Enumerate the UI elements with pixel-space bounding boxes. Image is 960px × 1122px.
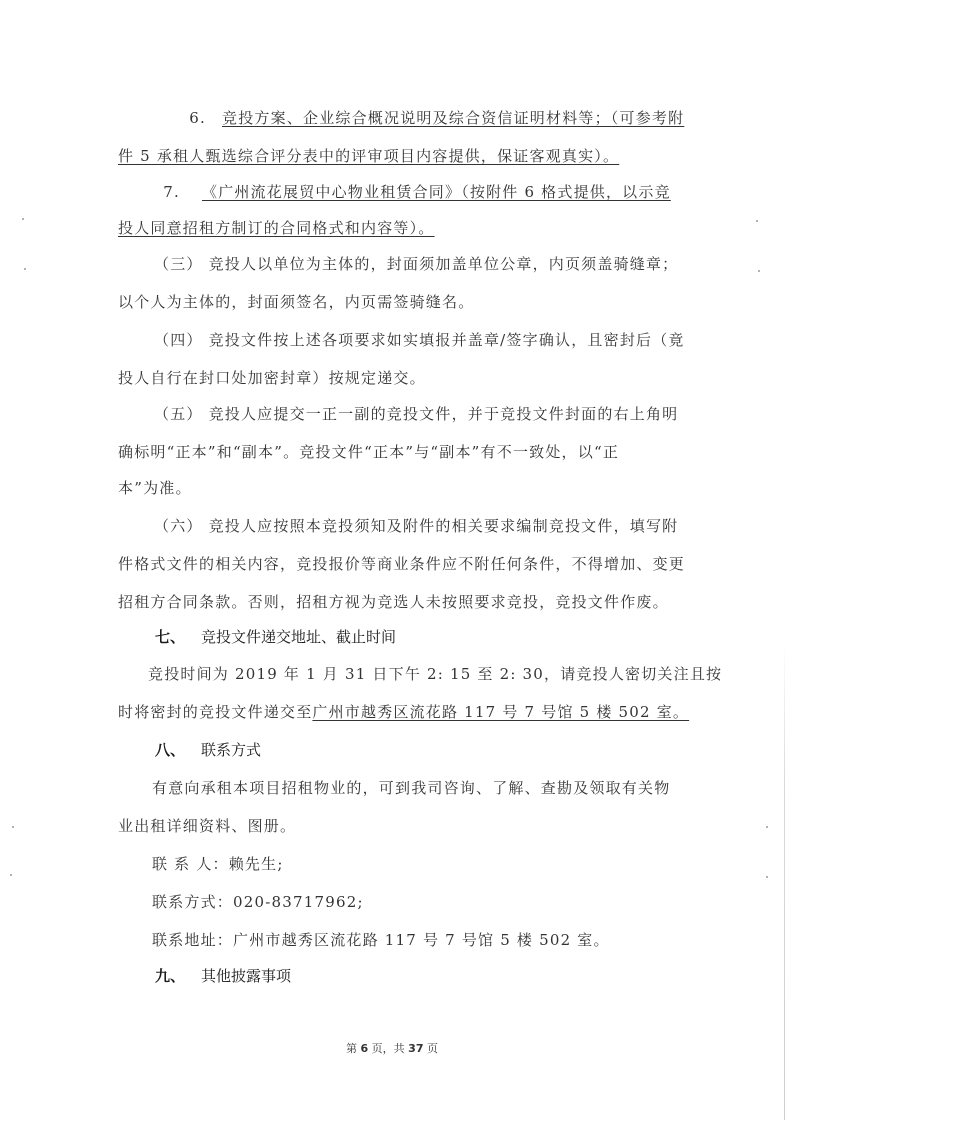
- clause-6-line-2: 件格式文件的相关内容，竞投报价等商业条件应不附任何条件，不得增加、变更: [118, 555, 686, 573]
- section-7-number: 七、: [155, 628, 186, 646]
- section-7-title: 竞投文件递交地址、截止时间: [201, 628, 397, 646]
- item-6-line-2: [118, 146, 678, 166]
- section-8-number: 八、: [155, 741, 186, 759]
- item-7-text-2: 投人同意招租方制订的合同格式和内容等）。: [118, 219, 435, 237]
- section-8-line-1: 有意向承租本项目招租物业的，可到我司咨询、了解、查勘及领取有关物: [152, 779, 671, 797]
- item-6-text-1: 竞投方案、企业综合概况说明及综合资信证明材料等；（可参考附: [222, 109, 685, 127]
- section-9-heading: [155, 966, 291, 986]
- item-7-number: 7.: [163, 183, 180, 201]
- section-7-line-2: [118, 702, 690, 722]
- section-7-line-2-prefix: 时将密封的竞投文件递交至: [118, 703, 313, 721]
- footer-prefix: 第: [346, 1042, 358, 1055]
- scan-speck: [22, 218, 24, 220]
- clause-5-line-3: 本”为准。: [118, 479, 192, 497]
- scan-speck: [756, 220, 758, 222]
- clause-6-line-1: （六） 竞投人应按照本竞投须知及附件的相关要求编制竞投文件，填写附: [154, 517, 679, 535]
- contact-person: 联 系 人：赖先生;: [152, 855, 284, 873]
- section-8-heading: [155, 740, 261, 760]
- clause-5-line-2: 确标明“正本”和“副本”。竞投文件“正本”与“副本”有不一致处，以“正: [118, 443, 620, 461]
- clause-5-line-1: （五） 竞投人应提交一正一副的竞投文件，并于竞投文件封面的右上角明: [154, 405, 679, 423]
- scan-speck: [766, 826, 768, 828]
- item-7-text-1: 《广州流花展贸中心物业租赁合同》（按附件 6 格式提供，以示竞: [202, 183, 671, 201]
- item-7-line-1: [118, 182, 678, 202]
- clause-6-line-3: 招租方合同条款。否则，招租方视为竞选人未按照要求竞投，竞投文件作废。: [118, 593, 669, 611]
- contact-phone: 联系方式：020-83717962;: [152, 893, 364, 911]
- scan-speck: [758, 270, 760, 272]
- scan-speck: [10, 874, 12, 876]
- clause-3-line-1: （三） 竞投人以单位为主体的，封面须加盖单位公章，内页须盖骑缝章；: [154, 255, 679, 273]
- section-9-title: 其他披露事项: [201, 967, 292, 985]
- section-7-line-1: 竞投时间为 2019 年 1 月 31 日下午 2: 15 至 2: 30，请竞投人密切关注且按: [148, 665, 723, 683]
- footer-suffix: 页: [426, 1042, 438, 1055]
- submission-address: 广州市越秀区流花路 117 号 7 号馆 5 楼 502 室。: [312, 703, 690, 721]
- footer-page-number: 6: [360, 1042, 369, 1055]
- item-6-line-1: [118, 108, 685, 128]
- item-7-line-2: [118, 218, 678, 238]
- footer-total-pages: 37: [408, 1042, 424, 1055]
- section-7-heading: [155, 627, 396, 647]
- footer-mid: 页，共: [371, 1042, 405, 1055]
- scan-edge-line: [784, 640, 785, 1120]
- section-9-number: 九、: [155, 967, 186, 985]
- item-6-text-2: 件 5 承租人甄选综合评分表中的评审项目内容提供，保证客观真实）。: [118, 147, 620, 165]
- contact-address: 联系地址：广州市越秀区流花路 117 号 7 号馆 5 楼 502 室。: [152, 931, 610, 949]
- section-8-title: 联系方式: [201, 741, 262, 759]
- clause-4-line-1: （四） 竞投文件按上述各项要求如实填报并盖章/签字确认，且密封后（竟: [154, 331, 685, 349]
- clause-4-line-2: 投人自行在封口处加密封章）按规定递交。: [118, 369, 426, 387]
- scan-speck: [24, 268, 26, 270]
- item-6-number: 6.: [189, 109, 206, 127]
- scan-speck: [12, 826, 14, 828]
- section-8-line-2: 业出租详细资料、图册。: [118, 817, 297, 835]
- clause-3-line-2: 以个人为主体的，封面须签名，内页需签骑缝名。: [118, 293, 475, 311]
- page-footer: [0, 1040, 784, 1056]
- scan-speck: [766, 876, 768, 878]
